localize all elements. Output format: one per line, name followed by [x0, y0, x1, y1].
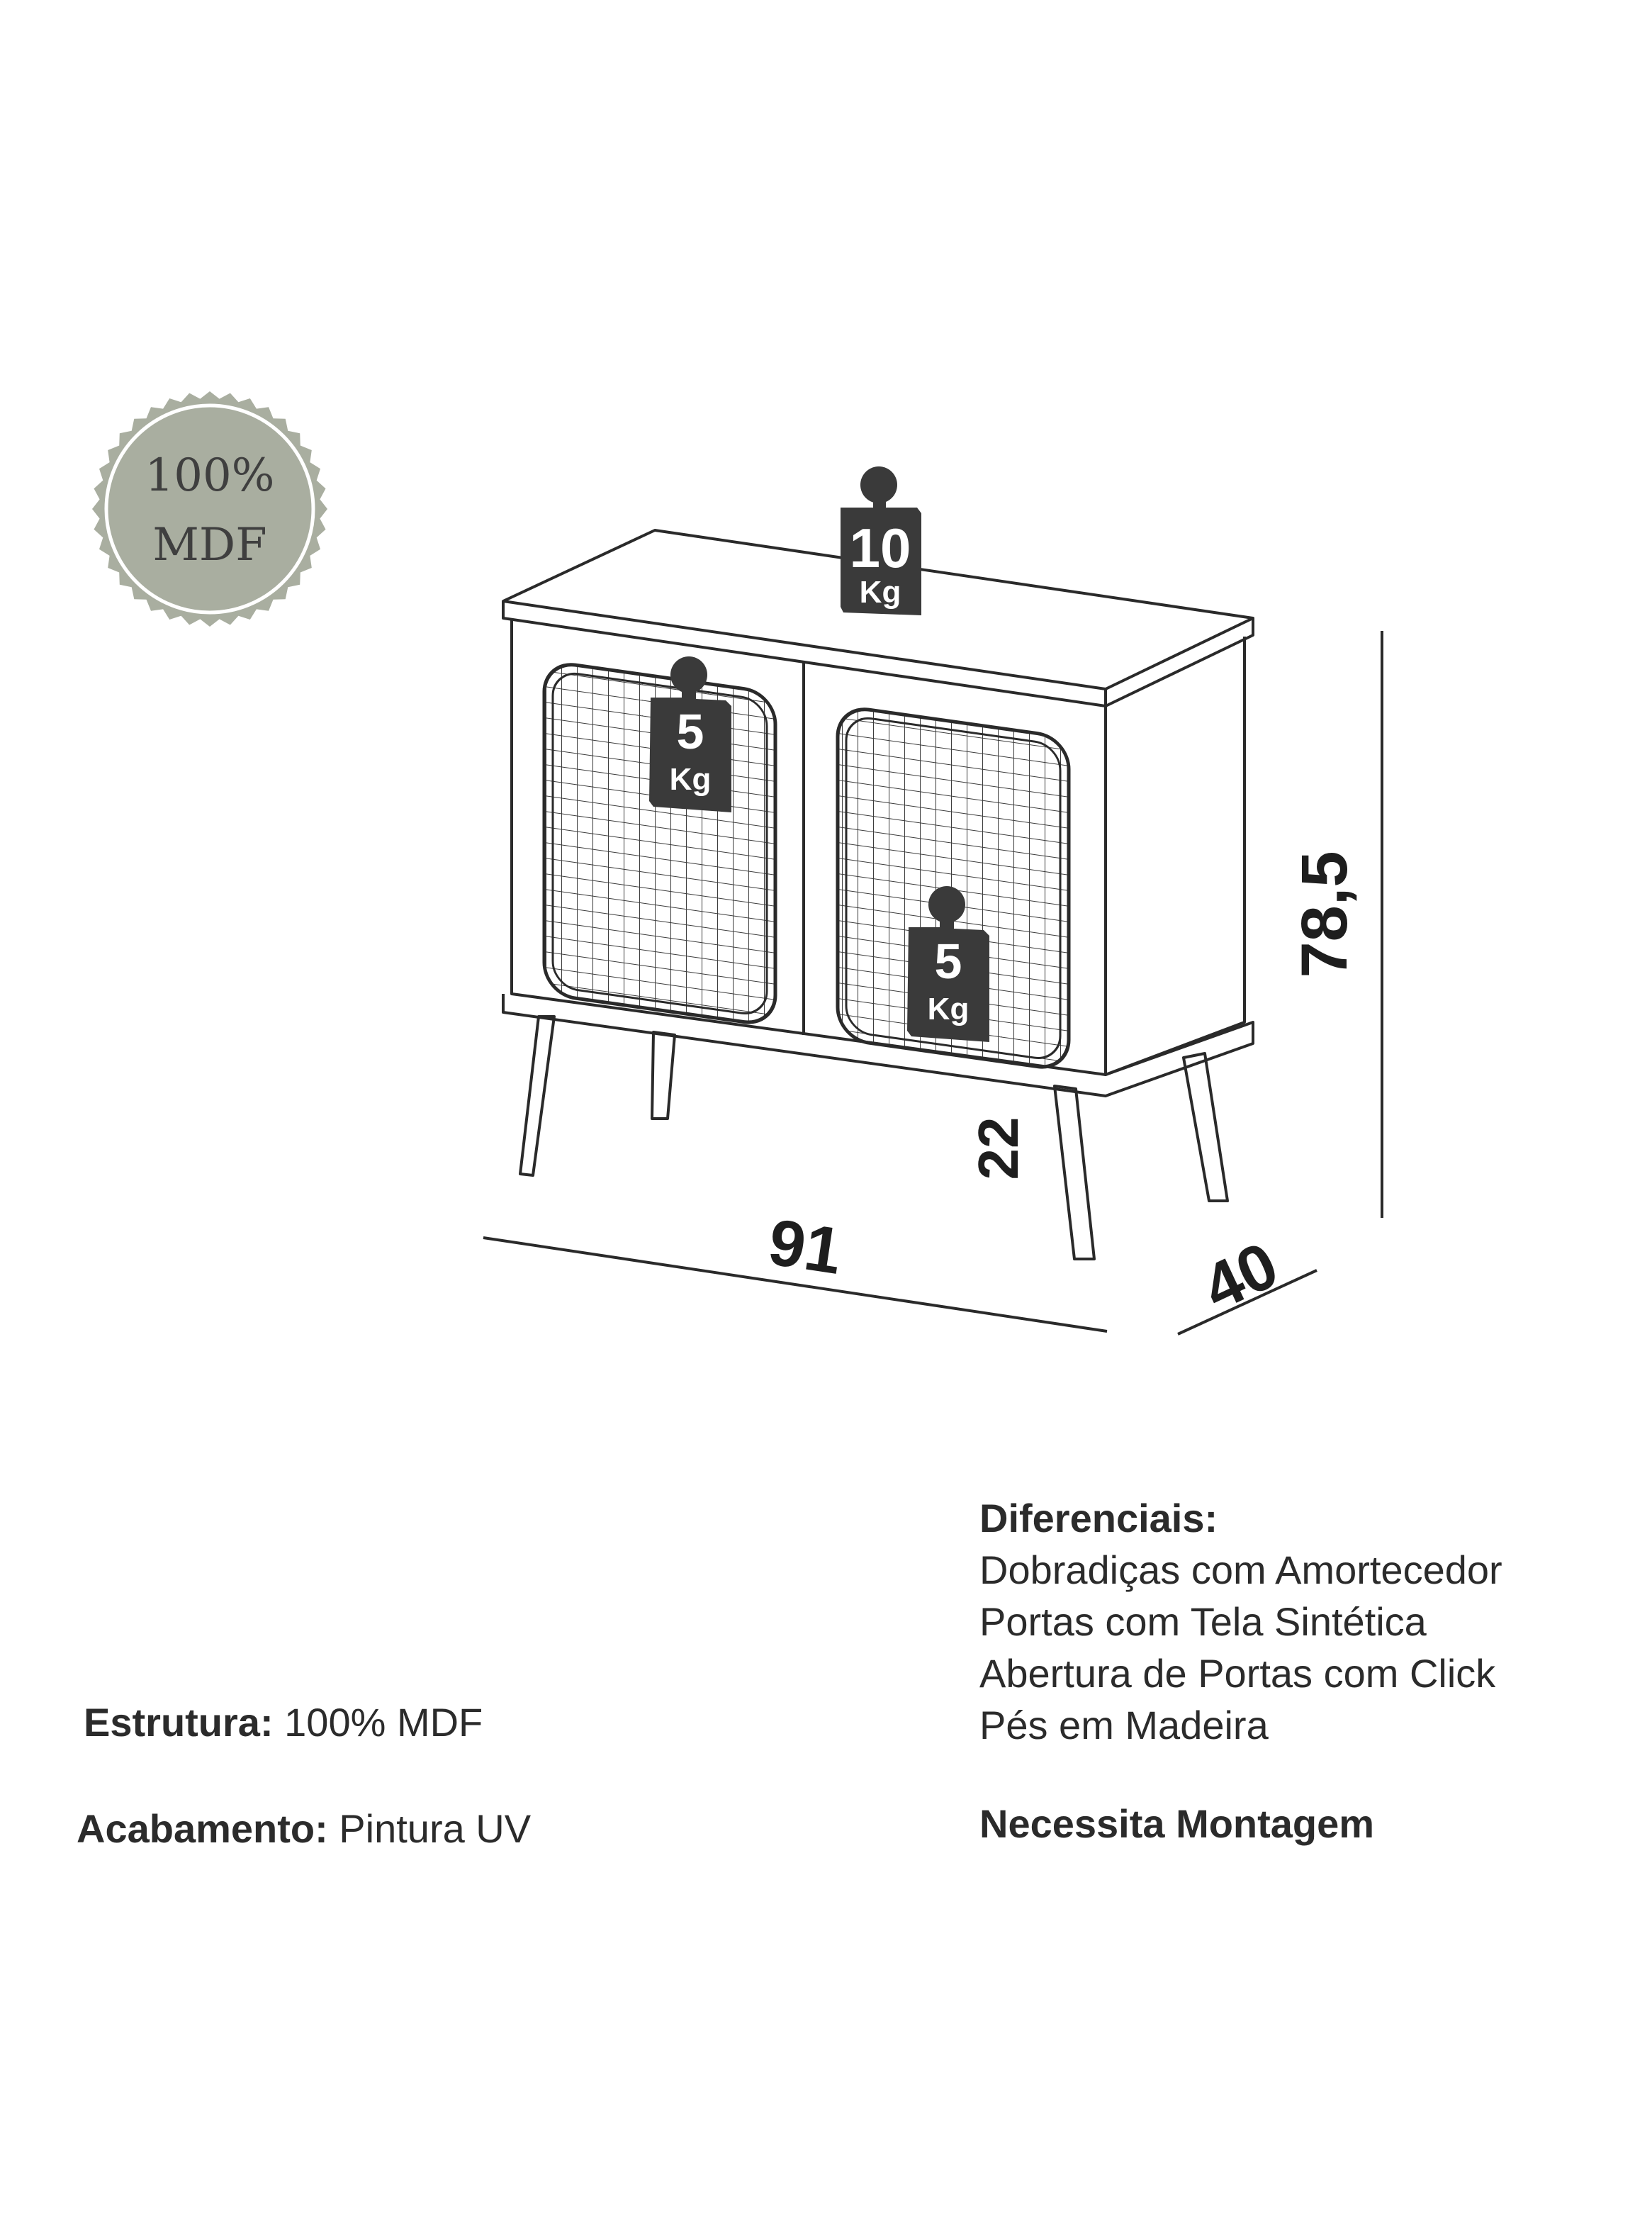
weight-top-unit: Kg — [859, 575, 901, 610]
seal-line-1: 100% — [145, 449, 275, 502]
diferenciais-item-1: Dobradiças com Amortecedor — [979, 1548, 1502, 1592]
seal-scalloped-shape — [92, 391, 327, 627]
weight-door-right-value: 5 — [934, 934, 962, 989]
width-dimension-label: 91 — [763, 1206, 847, 1289]
leg-back-left — [652, 1032, 675, 1119]
spec-estrutura-label: Estrutura: — [84, 1700, 274, 1745]
cabinet-drawing — [503, 530, 1253, 1259]
spec-estrutura — [84, 1700, 483, 1745]
diferenciais-title: Diferenciais: — [979, 1496, 1218, 1540]
montagem-note: Necessita Montagem — [979, 1801, 1375, 1846]
spec-acabamento — [77, 1806, 532, 1851]
spec-acabamento-label: Acabamento: — [77, 1806, 328, 1851]
leg-front-left — [520, 1017, 554, 1175]
spec-estrutura-value: 100% MDF — [284, 1700, 483, 1745]
mdf-seal-badge — [92, 391, 327, 627]
diferenciais-item-2: Portas com Tela Sintética — [979, 1599, 1427, 1644]
leg-front-right — [1055, 1086, 1094, 1259]
cabinet-side-panel — [1106, 637, 1244, 1075]
weight-door-left-unit: Kg — [669, 762, 712, 797]
diferenciais-block — [979, 1492, 1502, 1751]
weight-door-left-value: 5 — [676, 704, 704, 759]
spec-acabamento-value: Pintura UV — [339, 1806, 532, 1851]
leg-back-right — [1184, 1053, 1227, 1201]
diferenciais-item-4: Pés em Madeira — [979, 1703, 1269, 1747]
seal-line-2: MDF — [152, 519, 267, 571]
weight-door-right-unit: Kg — [927, 992, 970, 1026]
leg-height-dimension-label: 22 — [967, 1116, 1030, 1180]
weight-top-value: 10 — [849, 517, 911, 579]
height-dimension-label: 78,5 — [1288, 851, 1361, 978]
depth-dimension-label: 40 — [1192, 1229, 1289, 1325]
weight-tag-top — [841, 466, 921, 615]
diferenciais-item-3: Abertura de Portas com Click — [979, 1651, 1496, 1696]
cabinet-top-side-edge — [1106, 618, 1253, 706]
